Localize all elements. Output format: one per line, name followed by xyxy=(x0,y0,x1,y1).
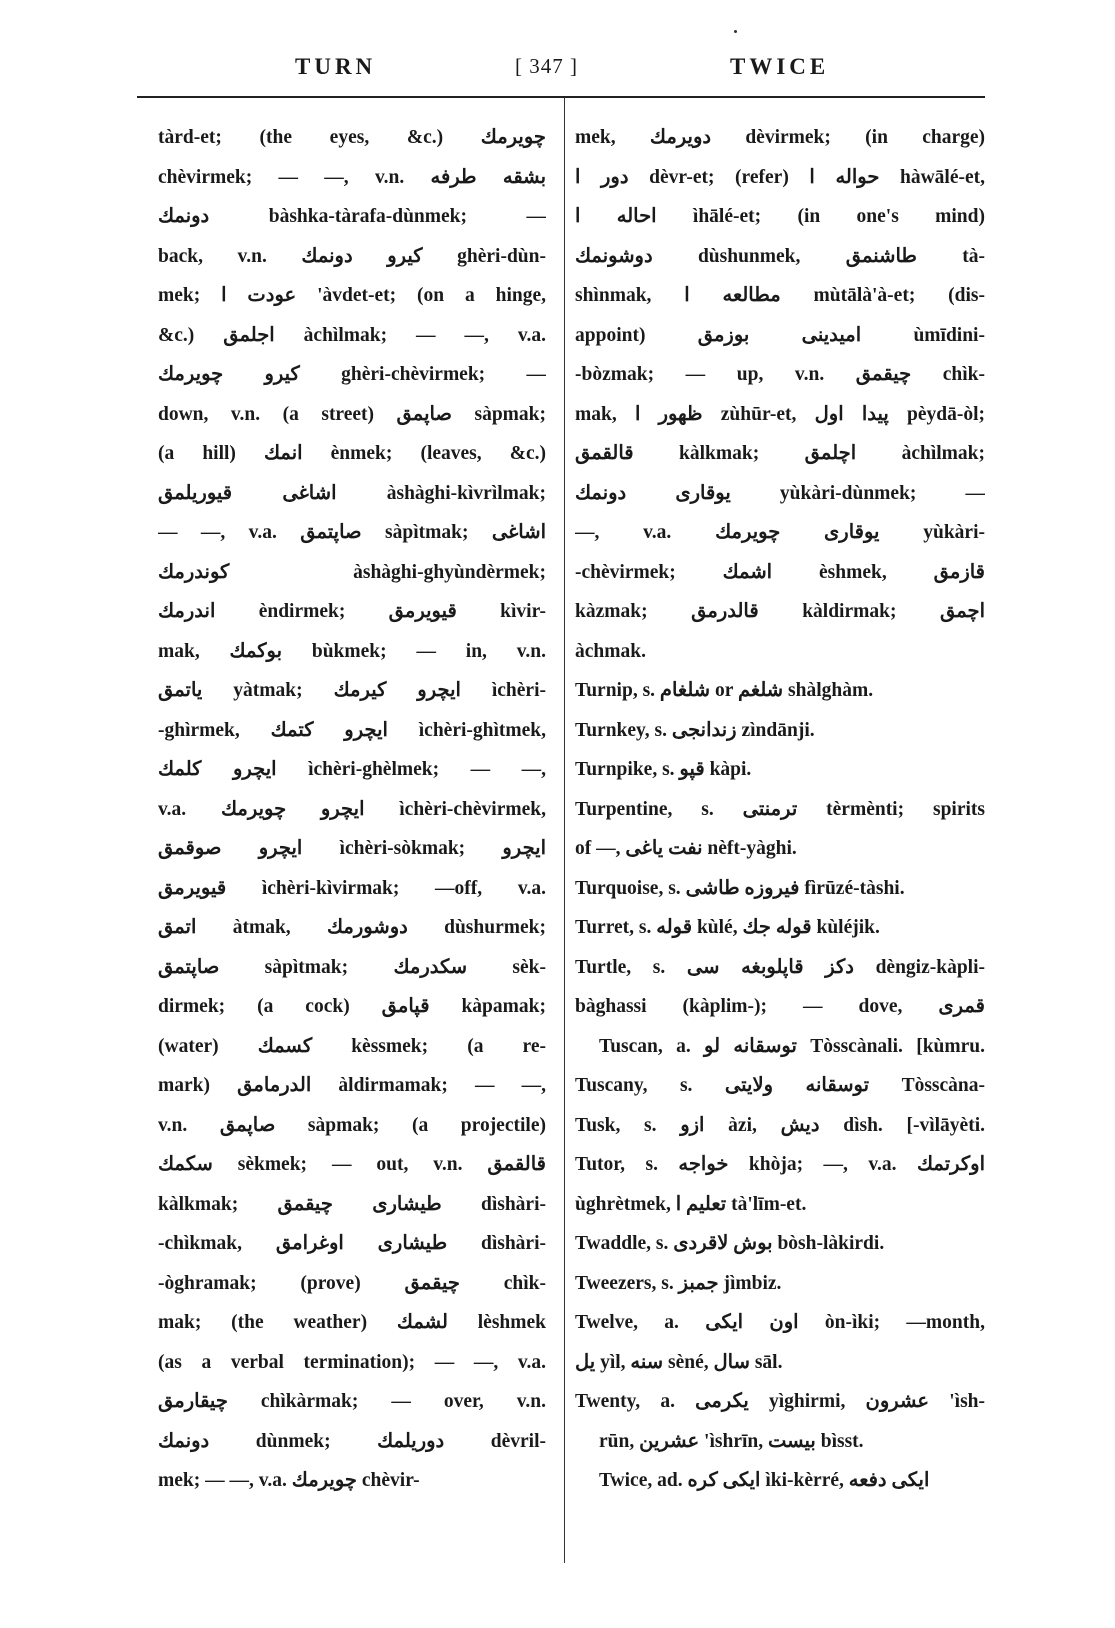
dictionary-line: kàzmak; قالدرمق kàldirmak; اچمق xyxy=(575,601,985,622)
dictionary-line: — —, v.a. صاپتمق sàpìtmak; اشاغی xyxy=(158,522,546,543)
column-divider xyxy=(564,98,565,1563)
dictionary-line: kàlkmak; طیشاری چیقمق dìshàri- xyxy=(158,1193,546,1215)
dictionary-line: صاپتمق sàpìtmak; سكدرمك sèk- xyxy=(158,956,546,978)
dictionary-line: Turret, s. قوله kùlé, قوله جك kùléjik. xyxy=(575,917,880,938)
left-column xyxy=(158,118,546,1501)
dictionary-line: Twice, ad. ایكی كره ìki-kèrré, ایكی دفعه xyxy=(599,1470,930,1491)
dictionary-line: یاتمق yàtmak; ایچرو كیرمك ìchèri- xyxy=(158,680,546,701)
dictionary-line: shìnmak, مطالعه ا mùtālà'à-et; (dis- xyxy=(575,285,985,306)
dictionary-line: قالقمق kàlkmak; اچلمق àchìlmak; xyxy=(575,443,985,464)
dictionary-line: àchmak. xyxy=(575,640,646,662)
page-header xyxy=(140,52,985,96)
dictionary-line: سكمك sèkmek; — out, v.n. قالقمق xyxy=(158,1154,546,1175)
dictionary-line: Tweezers, s. جمبز jìmbiz. xyxy=(575,1272,782,1294)
dictionary-line: &c.) اجلمق àchìlmak; — —, v.a. xyxy=(158,324,546,346)
dictionary-line: دونمك dùnmek; دوریلمك dèvril- xyxy=(158,1430,546,1452)
dictionary-line: rūn, عشرین 'ìshrīn, بیست bìsst. xyxy=(599,1430,864,1452)
dictionary-line: Turpentine, s. ترمنتی tèrmènti; spirits xyxy=(575,798,985,820)
dictionary-line: Turnkey, s. زندانجی zìndānji. xyxy=(575,719,815,741)
dictionary-line: كیرو چویرمك ghèri-chèvirmek; — xyxy=(158,364,546,385)
dictionary-line: mak; (the weather) لشمك lèshmek xyxy=(158,1312,546,1333)
dictionary-line: -òghramak; (prove) چیقمق chìk- xyxy=(158,1272,546,1294)
dictionary-line: Tutor, s. خواجه khòja; —, v.a. اوكرتمك xyxy=(575,1154,985,1175)
dictionary-line: اندرمك èndirmek; قیویرمق kìvir- xyxy=(158,601,546,622)
dictionary-line: Turquoise, s. فیروزه طاشی fìrūzé-tàshi. xyxy=(575,877,905,899)
dictionary-line: mak, بوكمك bùkmek; — in, v.n. xyxy=(158,640,546,662)
dictionary-line: Turtle, s. دكز قاپلوبغه سی dèngiz-kàpli- xyxy=(575,956,985,978)
dictionary-line: Twelve, a. اون ایكی òn-ìki; —month, xyxy=(575,1312,985,1333)
ink-speck xyxy=(734,30,737,33)
dictionary-line: dirmek; (a cock) قپامق kàpamak; xyxy=(158,996,546,1017)
header-last-word: TWICE xyxy=(730,54,830,79)
dictionary-line: —, v.a. یوقاری چویرمك yùkàri- xyxy=(575,522,985,543)
page-number: [ 347 ] xyxy=(515,54,578,78)
dictionary-line: -ghìrmek, ایچرو كتمك ìchèri-ghìtmek, xyxy=(158,719,546,741)
dictionary-line: chèvirmek; — —, v.n. بشقه طرفه xyxy=(158,166,546,188)
dictionary-line: appoint) امیدینی بوزمق ùmīdini- xyxy=(575,324,985,346)
right-column xyxy=(575,118,985,1501)
dictionary-line: دونمك bàshka-tàrafa-dùnmek; — xyxy=(158,206,546,227)
dictionary-line: ایچرو كلمك ìchèri-ghèlmek; — —, xyxy=(158,759,546,780)
dictionary-line: اشاغی قیوریلمق àshàghi-kìvrìlmak; xyxy=(158,482,546,504)
dictionary-line: v.a. ایچرو چویرمك ìchèri-chèvirmek, xyxy=(158,798,546,820)
dictionary-line: ùghrètmek, تعلیم ا tà'līm-et. xyxy=(575,1193,807,1215)
dictionary-line: (as a verbal termination); — —, v.a. xyxy=(158,1351,546,1373)
header-first-word: TURN xyxy=(295,54,377,79)
dictionary-line: bàghassi (kàplim-); — dove, قمری xyxy=(575,996,985,1017)
dictionary-line: Twenty, a. یكرمی yìghirmi, عشرون 'ìsh- xyxy=(575,1391,985,1412)
dictionary-line: -chèvirmek; اشمك èshmek, قازمق xyxy=(575,561,985,583)
dictionary-line: mak, ظهور ا zùhūr-et, پیدا اول pèydā-òl; xyxy=(575,403,985,425)
dictionary-line: mek; — —, v.a. چویرمك chèvir- xyxy=(158,1470,420,1491)
dictionary-line: دوشونمك dùshunmek, طاشنمق tà- xyxy=(575,245,985,267)
dictionary-line: كوندرمك àshàghi-ghyùndèrmek; xyxy=(158,561,546,583)
dictionary-line: mek; عودت ا 'àvdet-et; (on a hinge, xyxy=(158,285,546,306)
dictionary-line: ایچرو صوقمق ìchèri-sòkmak; ایچرو xyxy=(158,838,546,859)
dictionary-line: یل yìl, سنه sèné, سال sāl. xyxy=(575,1351,783,1373)
dictionary-line: Tusk, s. ازو àzi, دیش dìsh. [-vìlāyèti. xyxy=(575,1114,985,1136)
dictionary-line: Tuscany, s. توسقانه ولایتی Tòsscàna- xyxy=(575,1075,985,1096)
dictionary-line: (a hill) انمك ènmek; (leaves, &c.) xyxy=(158,443,546,464)
dictionary-line: down, v.n. (a street) صاپمق sàpmak; xyxy=(158,403,546,425)
dictionary-line: v.n. صاپمق sàpmak; (a projectile) xyxy=(158,1114,546,1136)
dictionary-line: mek, دویرمك dèvirmek; (in charge) xyxy=(575,127,985,148)
dictionary-line: -bòzmak; — up, v.n. چیقمق chìk- xyxy=(575,364,985,385)
dictionary-line: Turnip, s. شلغام or شلغم shàlghàm. xyxy=(575,680,874,701)
dictionary-line: Twaddle, s. بوش لاقردی bòsh-làkirdi. xyxy=(575,1233,885,1254)
dictionary-line: back, v.n. كیرو دونمك ghèri-dùn- xyxy=(158,245,546,267)
dictionary-line: (water) كسمك kèssmek; (a re- xyxy=(158,1035,546,1057)
dictionary-line: دور ا dèvr-et; (refer) حواله ا hàwālé-et, xyxy=(575,166,985,188)
dictionary-line: mark) الدرمامق àldirmamak; — —, xyxy=(158,1075,546,1096)
header-rule xyxy=(137,96,985,98)
dictionary-line: قیویرمق ìchèri-kìvirmak; —off, v.a. xyxy=(158,877,546,899)
dictionary-line: اتمق àtmak, دوشورمك dùshurmek; xyxy=(158,917,546,938)
dictionary-line: احاله ا ìhālé-et; (in one's mind) xyxy=(575,206,985,227)
dictionary-line: Tuscan, a. توسقانه لو Tòsscànali. [kùmru. xyxy=(599,1035,985,1057)
dictionary-line: of —, نفت یاغی nèft-yàghi. xyxy=(575,838,797,859)
dictionary-line: یوقاری دونمك yùkàri-dùnmek; — xyxy=(575,482,985,504)
dictionary-line: چیقارمق chìkàrmak; — over, v.n. xyxy=(158,1391,546,1412)
dictionary-line: tàrd-et; (the eyes, &c.) چویرمك xyxy=(158,127,546,148)
dictionary-line: Turnpike, s. قپو kàpi. xyxy=(575,759,752,780)
dictionary-line: -chìkmak, طیشاری اوغرامق dìshàri- xyxy=(158,1233,546,1254)
